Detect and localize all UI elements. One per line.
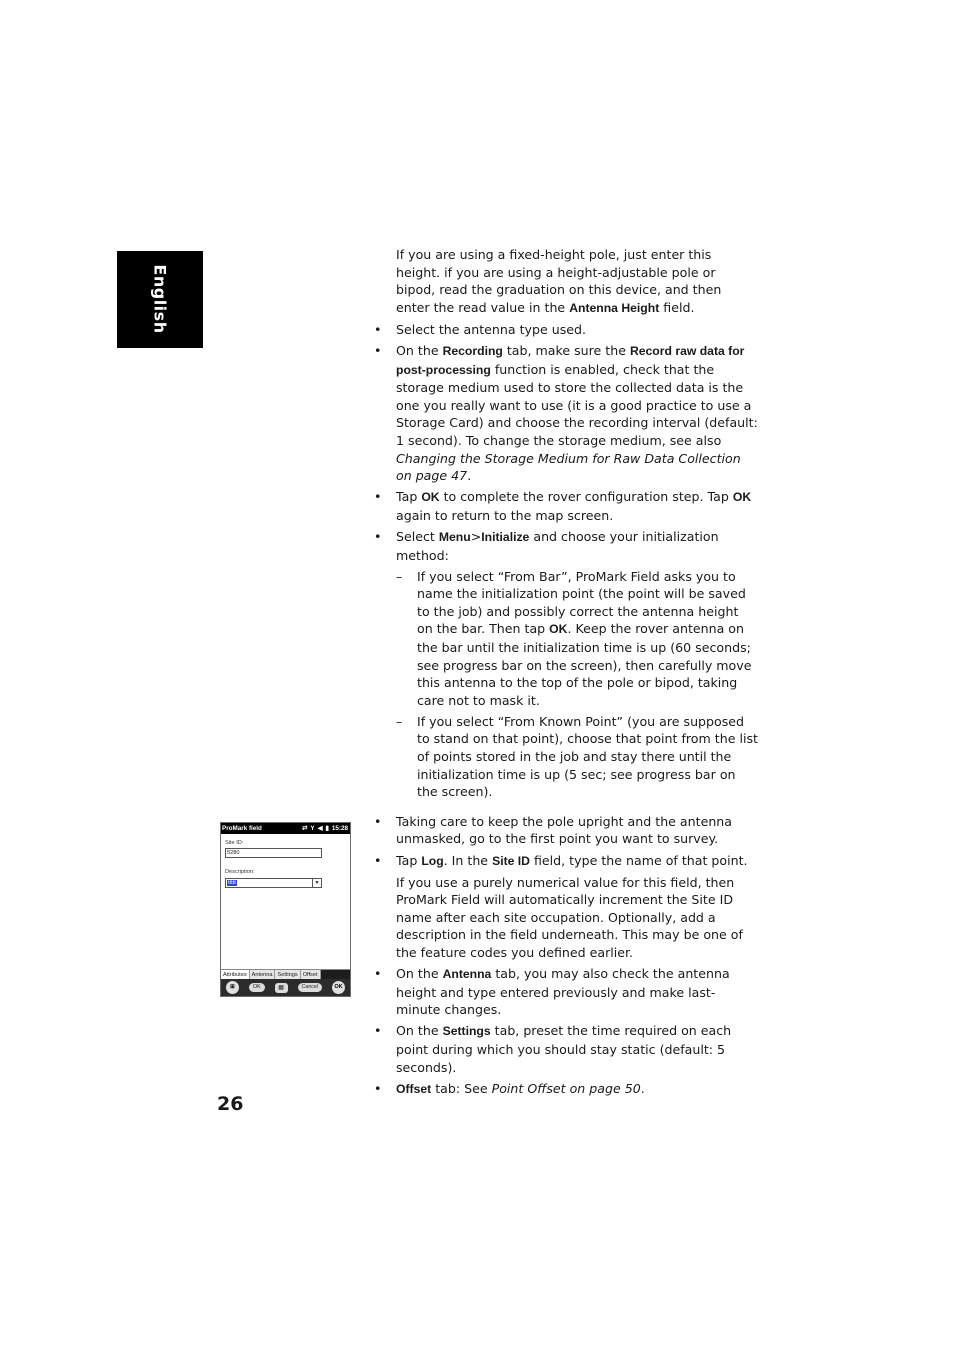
description-label: Description: [225,869,255,875]
ui-term: OK [421,490,440,505]
intro-paragraph: If you are using a fixed-height pole, just enter this height. if you are using a height-adjustable pole or bipod, read the graduation on this device, and then enter the read value in the Antenna Height field. [396,247,722,315]
device-app-title: ProMark field [222,825,262,832]
cross-reference: Changing the Storage Medium for Raw Data Collection on page 47 [396,450,741,484]
site-id-input[interactable] [225,848,322,858]
device-clock: 15:28 [331,825,348,832]
volume-icon: ◀ [317,825,323,832]
bullet-item: • Taking care to keep the pole upright and the antenna unmasked, go to the first point you want to survey. [374,813,732,847]
instruction-text [374,246,758,1102]
bullet-mark: • [374,813,382,829]
ui-term: Site ID [492,853,530,868]
device-title-bar [221,823,350,834]
device-status-area [302,823,348,834]
chevron-down-icon[interactable]: ▼ [312,879,321,887]
ui-term: Initialize [481,529,530,544]
antenna-icon: Y [310,825,315,832]
cross-reference: Point Offset on page 50 [491,1080,641,1096]
bullet-item: • Tap Log. In the Site ID field, type the name of that point. If you use a purely numerical value for this field, then ProMark Field will automatically increment the Site ID name after each site occupation. Optionally, add a description in the field underneath. This may be one of the feature codes you defined earlier. [374,852,758,962]
bullet-mark: • [374,852,382,868]
sub-item: – If you select “From Known Point” (you are supposed to stand on that point), choose that point from the list of points stored in the job and stay there until the initialization time is up (5 sec; see progress bar on the screen). [396,713,758,800]
page-number: 26 [217,1093,244,1115]
bullet-mark: • [374,1080,382,1096]
device-soft-key-bar [221,979,350,996]
description-combo[interactable] [225,878,322,888]
ui-term: OK [732,490,752,505]
language-tab-label: English [150,264,170,334]
bullet-mark: • [374,489,382,505]
windows-start-icon[interactable]: ⊞ [226,981,239,994]
ui-term: Log [421,853,444,868]
dash-mark: – [396,713,403,729]
bullet-mark: • [374,321,382,337]
cancel-button[interactable]: Cancel [298,983,323,992]
tab-settings[interactable]: Settings [275,970,300,980]
ui-term: Recording [442,343,503,358]
tab-antenna[interactable]: Antenna [250,970,276,980]
site-id-value: 5280 [227,850,240,856]
signal-icon: ⇄ [302,825,308,832]
keyboard-icon[interactable]: ▦ [275,983,288,993]
ui-term: Offset [396,1081,432,1096]
language-side-tab [117,251,203,348]
sub-item: – If you select “From Bar”, ProMark Field asks you to name the initialization point (the point will be saved to the job) and possibly correct the antenna height on the bar. Then tap OK. Keep the rover antenna on the bar until the initialization time is up (60 seconds; see progress bar on the screen), then carefully move this antenna to the top of the pole or bipod, taking care not to mask it. [396,568,752,708]
bullet-item: • On the Settings tab, preset the time required on each point during which you should stay static (default: 5 seconds). [374,1023,732,1075]
bullet-mark: • [374,1023,382,1039]
dash-mark: – [396,568,403,584]
bullet-paragraph: If you use a purely numerical value for this field, then ProMark Field will automatically increment the Site ID name after each site occupation. Optionally, add a description in the field underneath. This may be one of the feature codes you defined earlier. [396,874,743,960]
ui-term: Settings [442,1024,491,1039]
description-value: ttttt [228,880,236,886]
bullet-mark: • [374,966,382,982]
bullet-item: • Offset tab: See Point Offset on page 50. [374,1080,645,1096]
ui-term: Record raw data for post-processing [396,343,745,377]
bullet-item: • Select Menu>Initialize and choose your initialization method: – If you select “From Bar”, ProMark Field asks you to name the initialization point (the point will be saved to the job) and possibly correct the antenna height on the bar. Then tap OK. Keep the rover antenna on the bar until the initialization time is up (60 seconds; see progress bar on the screen), then carefully move this antenna to the top of the pole or bipod, taking care not to mask it. – If you select “From Known Point” (you are supposed to stand on that point), choose that point from the list of points stored in the job and stay there until the initialization time is up (5 sec; see progress bar on the screen). [374,528,758,800]
ui-term: Menu [438,529,471,544]
site-id-label: Site ID: [225,840,244,846]
ui-term: OK [549,622,568,637]
bullet-item: • Tap OK to complete the rover configuration step. Tap OK again to return to the map screen. [374,489,752,523]
bullet-item: • On the Antenna tab, you may also check the antenna height and type entered previously and make last-minute changes. [374,966,730,1018]
bullet-item: • Select the antenna type used. [374,321,587,337]
ui-term: Antenna [442,967,492,982]
tab-offset[interactable]: Offset [301,970,321,980]
bullet-mark: • [374,528,382,544]
tab-attributes[interactable]: Attributes [221,970,250,980]
device-screenshot [220,822,351,997]
ok-round-button[interactable]: OK [332,981,345,994]
battery-icon: ▮ [325,825,329,832]
ui-term: Antenna Height [569,300,660,315]
ok-button[interactable]: OK [249,983,265,992]
bullet-mark: • [374,342,382,358]
bullet-item: • On the Recording tab, make sure the Record raw data for post-processing function is enabled, check that the storage medium used to store the collected data is the one you really want to use (it is a good practice to use a Storage Card) and choose the recording interval (default: 1 second). To change the storage medium, see also Changing the Storage Medium for Raw Data Collection on page 47. [374,342,758,484]
